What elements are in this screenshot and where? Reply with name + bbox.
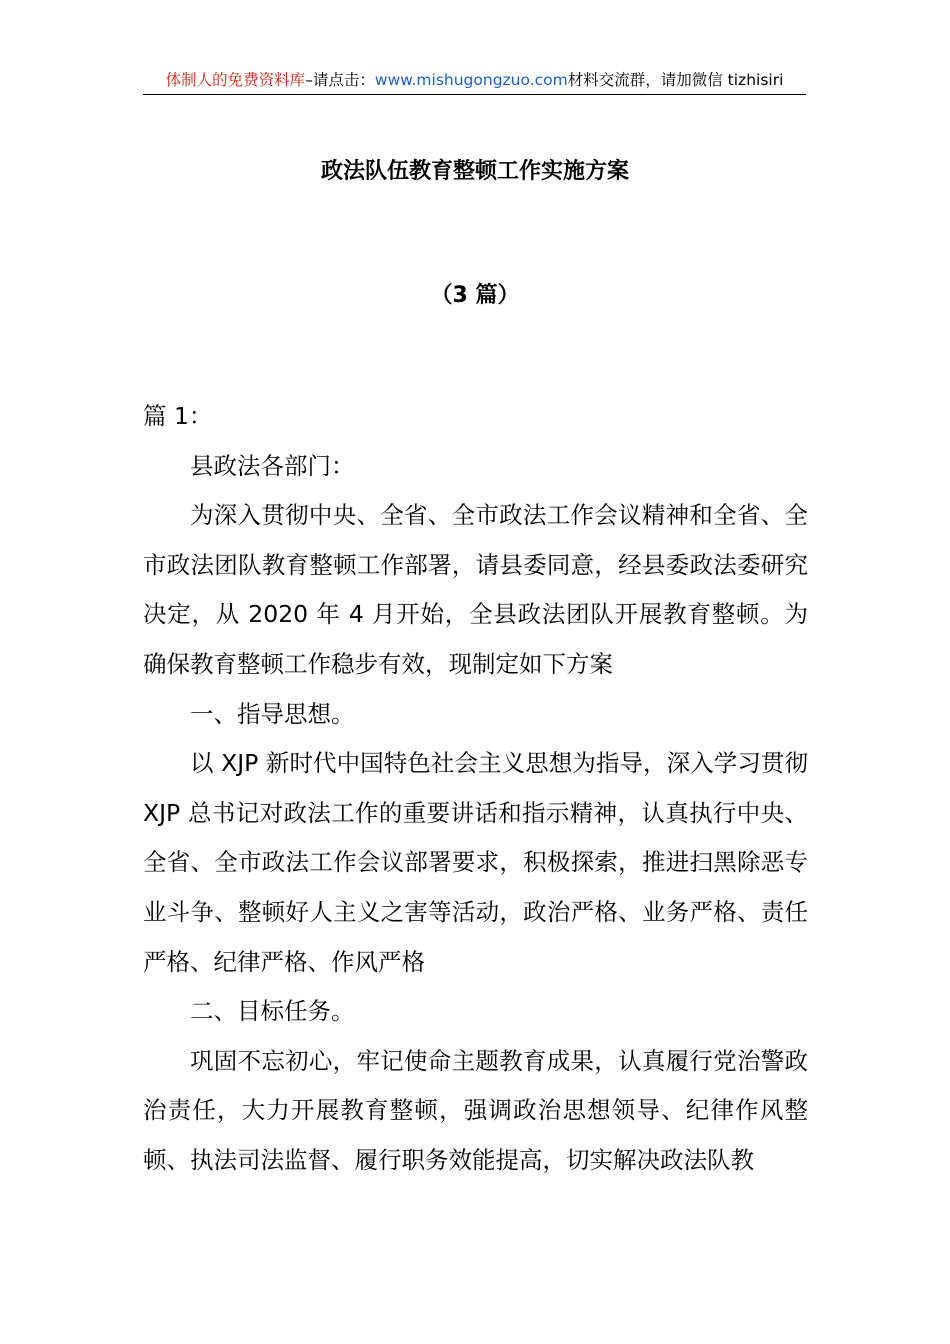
header-contact-text: 材料交流群，请加微信 tizhisiri bbox=[567, 71, 784, 89]
document-body bbox=[143, 392, 808, 1186]
paragraph-guiding-thought: 以 XJP 新时代中国特色社会主义思想为指导，深入学习贯彻 XJP 总书记对政法工作的重要讲话和指示精神，认真执行中央、全省、全市政法工作会议部署要求，积极探索，推进扫黑除恶专业斗争、整顿好人主义之害等活动，政治严格、业务严格、责任严格、纪律严格、作风严格 bbox=[143, 749, 808, 976]
heading-guiding-thought: 一、指导思想。 bbox=[190, 699, 355, 728]
heading-goals-tasks: 二、目标任务。 bbox=[190, 997, 355, 1026]
page-header bbox=[143, 66, 806, 95]
paragraph-intro: 为深入贯彻中央、全省、全市政法工作会议精神和全省、全市政法团队教育整顿工作部署，请县委同意，经县委政法委研究决定，从 2020 年 4 月开始，全县政法团队开展教育整顿。为确保教育整顿工作稳步有效，现制定如下方案 bbox=[143, 501, 808, 678]
document-title: 政法队伍教育整顿工作实施方案 bbox=[320, 159, 629, 184]
section-label: 篇 1： bbox=[143, 402, 213, 430]
salutation: 县政法各部门： bbox=[190, 451, 355, 480]
document-subtitle: （3 篇） bbox=[430, 283, 520, 308]
header-brand-text: 体制人的免费资料库 bbox=[165, 71, 306, 89]
header-website-link[interactable]: www.mishugongzuo.com bbox=[374, 71, 568, 89]
paragraph-goals-tasks: 巩固不忘初心，牢记使命主题教育成果，认真履行党治警政治责任，大力开展教育整顿，强调政治思想领导、纪律作风整顿、执法司法监督、履行职务效能提高，切实解决政法队教 bbox=[143, 1046, 808, 1174]
header-click-prompt: –请点击： bbox=[305, 71, 375, 89]
